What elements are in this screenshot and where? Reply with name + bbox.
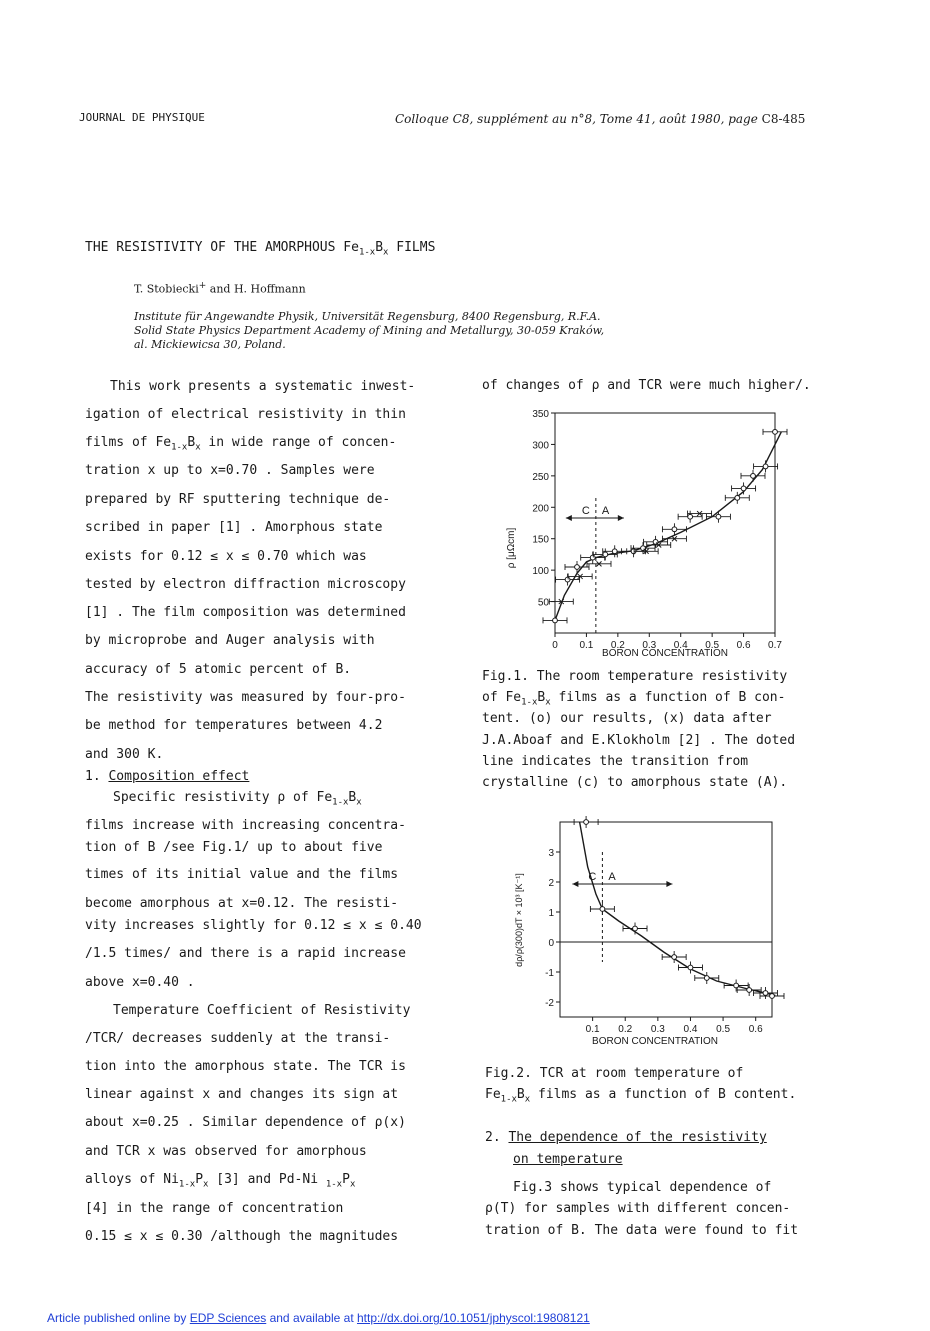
fig1-frame [555, 413, 775, 633]
footer-doi-link[interactable]: http://dx.doi.org/10.1051/jphyscol:19808121 [356, 1311, 590, 1325]
l29-s4: x [349, 1179, 356, 1190]
fig2-ytick-label-4: -1 [545, 968, 554, 979]
fig1-ytick-label-4: 250 [532, 471, 549, 483]
title-post: FILMS [388, 240, 436, 255]
left-line-30 [85, 1201, 343, 1216]
left-line-29 [85, 1172, 355, 1190]
left-line-12: The resistivity was measured by four-pro- [85, 690, 406, 705]
fig2-x-label: BORON CONCENTRATION [592, 1036, 718, 1047]
fig1-caption-5: line indicates the transition from [482, 754, 749, 769]
l3-s1: 1-x [171, 442, 188, 453]
l29-s2: x [203, 1179, 209, 1190]
fig2-y-label: dρ/ρ(300)dT × 10³ [K⁻¹] [514, 873, 524, 967]
fig1-point-1-5 [662, 536, 686, 542]
fig2-cap2-a: Fe [485, 1087, 501, 1102]
fig1-arrow-left [566, 515, 572, 521]
fig1-ytick-label-2: 150 [532, 534, 549, 546]
fig2-ytick-label-2: 1 [548, 908, 554, 919]
fig2-ytick-label-0: 3 [548, 848, 554, 859]
fig2-cap2-s2: x [524, 1094, 531, 1105]
section-1-title: Composition effect [108, 769, 250, 784]
fig1-point-0-0 [543, 614, 567, 626]
fig1-cap2-s2: x [545, 697, 551, 708]
fig1-x-label: BORON CONCENTRATION [602, 648, 728, 659]
ref-3: [3] [216, 1172, 240, 1187]
fig2-caption-2 [485, 1087, 796, 1105]
l30-c: in the range of concentration [108, 1201, 344, 1216]
left-line-22: above x=0.40 . [85, 975, 195, 990]
section-2-title-2: on temperature [513, 1152, 623, 1167]
fig1-ytick-label-0: 50 [537, 597, 549, 609]
left-line-27: about x=0.25 . Similar dependence of ρ(x) [85, 1115, 406, 1130]
fig1-point-0-9 [662, 523, 686, 535]
l29-s1: 1-x [178, 1179, 196, 1190]
fig1-cap2-c: films as a function of B con- [550, 690, 786, 705]
l29-s3: 1-x [325, 1179, 343, 1190]
fig2-xtick-label-1: 0.2 [618, 1024, 633, 1035]
right-para-2: ρ(T) for samples with different concen- [485, 1201, 791, 1216]
fig1-xtick-label-0: 0 [552, 640, 558, 651]
fig2-region-arrows [572, 881, 672, 887]
section-1-heading [85, 769, 249, 784]
ref-1a: [1] [218, 520, 242, 535]
left-line-2: igation of electrical resistivity in thin [85, 407, 406, 422]
author-mark: + [198, 281, 207, 291]
fig1-y-ticks [532, 409, 555, 609]
fig1-cap4-a: J.A.Aboaf and E.Klokholm [482, 733, 678, 748]
fig1-points [543, 426, 787, 627]
title-sub1: 1-x [358, 247, 376, 258]
title-fe: Fe [343, 240, 359, 255]
fig1-xtick-label-5: 0.5 [705, 640, 720, 651]
affiliation-1: Institute für Angewandte Physik, Universität Regensburg, 8400 Regensburg, R.F.A. [134, 310, 601, 323]
fig2-points [574, 816, 784, 1002]
left-line-11: accuracy of 5 atomic percent of B. [85, 662, 352, 677]
right-para-3: tration of B. The data were found to fit [485, 1223, 799, 1238]
l29-d: P [342, 1172, 350, 1187]
l15-a: Specific resistivity ρ of Fe [113, 790, 333, 805]
l6-c: . Amorphous state [241, 520, 383, 535]
fig2-ytick-label-1: 2 [548, 878, 554, 889]
left-line-21: /1.5 times/ and there is a rapid increase [85, 946, 406, 961]
footer-text-b: and available at [266, 1311, 357, 1325]
fig2-ytick-label-3: 0 [548, 938, 554, 949]
fig1-xtick-label-7: 0.7 [768, 640, 782, 651]
fig2-arrow-left [572, 881, 578, 887]
left-line-9 [85, 605, 406, 620]
l6-a: scribed in paper [85, 520, 219, 535]
l3-s2: x [195, 442, 201, 453]
fig1-caption-6: crystalline (c) to amorphous state (A). [482, 775, 788, 790]
right-line-1: of changes of ρ and TCR were much higher/. [482, 378, 811, 393]
l15-b: B [348, 790, 357, 805]
left-line-18: times of its initial value and the films [85, 867, 399, 882]
left-line-16: films increase with increasing concentra- [85, 818, 406, 833]
l15-s1: 1-x [332, 797, 349, 808]
left-line-23: Temperature Coefficient of Resistivity [113, 1003, 411, 1018]
left-line-20: vity increases slightly for 0.12 ≤ x ≤ 0.40 [85, 918, 422, 933]
fig1-xtick-label-4: 0.4 [673, 640, 688, 651]
fig1-ytick-label-3: 200 [532, 503, 549, 515]
footer-text-a: Article published online by [47, 1311, 190, 1325]
ref-2: [2] [677, 733, 702, 748]
title-text: THE RESISTIVITY OF THE AMORPHOUS [85, 240, 344, 255]
fig2-cap2-s1: 1-x [500, 1094, 517, 1105]
fig1-caption-4 [482, 733, 795, 748]
left-line-5: prepared by RF sputtering technique de- [85, 492, 391, 507]
footer [47, 1311, 590, 1325]
fig1-point-1-2 [587, 561, 611, 567]
fig2-xtick-label-2: 0.3 [650, 1024, 665, 1035]
fig1-caption-1: Fig.1. The room temperature resistivity [482, 669, 788, 684]
left-line-13: be method for temperatures between 4.2 [85, 718, 383, 733]
fig1-point-0-11 [706, 511, 730, 523]
left-line-26: linear against x and changes its sign at [85, 1087, 399, 1102]
fig1-cap2-s1: 1-x [521, 697, 538, 708]
fig1-point-0-15 [754, 460, 778, 472]
fig1-xtick-label-6: 0.6 [736, 640, 751, 651]
fig2-arrow-right [666, 881, 672, 887]
fig1-region-a: A [601, 505, 610, 517]
right-para-1: Fig.3 shows typical dependence of [513, 1180, 772, 1195]
left-line-14: and 300 K. [85, 747, 164, 762]
left-line-6 [85, 520, 382, 535]
l3-b: B [187, 435, 196, 450]
l15-s2: x [356, 797, 362, 808]
l29-c: and Pd-Ni [239, 1172, 326, 1187]
left-line-24: /TCR/ decreases suddenly at the transi- [85, 1031, 391, 1046]
figure-2-chart [500, 812, 790, 1052]
fig1-ytick-label-1: 100 [532, 566, 549, 578]
footer-edp-link[interactable]: EDP Sciences [189, 1311, 267, 1325]
fig2-xtick-label-4: 0.5 [716, 1024, 731, 1035]
page-number: C8-485 [761, 112, 806, 126]
fig2-cap2-b: B [516, 1087, 525, 1102]
ref-1b: [1] [85, 605, 109, 620]
fig1-xtick-label-1: 0.1 [579, 640, 594, 651]
fig2-point-0-2 [623, 923, 647, 935]
authors [134, 281, 306, 296]
left-line-10: by microprobe and Auger analysis with [85, 633, 375, 648]
fig1-curve [555, 432, 781, 621]
fig2-ytick-label-5: -2 [545, 998, 554, 1009]
journal-name: JOURNAL DE PHYSIQUE [79, 111, 205, 124]
fig2-point-0-0 [574, 816, 598, 828]
fig2-region-c: C [588, 871, 597, 883]
fig1-cap2-b: B [537, 690, 546, 705]
paper-title [85, 240, 435, 258]
fig2-point-0-5 [695, 972, 719, 984]
title-b: B [375, 240, 384, 255]
fig2-point-0-1 [590, 903, 614, 915]
left-line-3 [85, 435, 396, 453]
left-line-8: tested by electron diffraction microscopy [85, 577, 406, 592]
left-line-1: This work presents a systematic inwest- [110, 379, 416, 394]
left-line-7: exists for 0.12 ≤ x ≤ 0.70 which was [85, 549, 367, 564]
l29-b: P [195, 1172, 204, 1187]
section-2-number: 2. [485, 1130, 509, 1145]
fig1-cap2-a: of Fe [482, 690, 522, 705]
fig1-caption-3: tent. (o) our results, (x) data after [482, 711, 772, 726]
fig1-y-label: ρ [μΩcm] [506, 527, 517, 569]
left-line-31: 0.15 ≤ x ≤ 0.30 /although the magnitudes [85, 1229, 399, 1244]
section-2-title-1: The dependence of the resistivity [508, 1130, 767, 1145]
colloque-line [395, 112, 805, 126]
author-rest: and H. Hoffmann [206, 282, 306, 296]
fig1-caption-2 [482, 690, 785, 708]
ref-4: [4] [85, 1201, 109, 1216]
section-2-heading [485, 1130, 767, 1145]
fig2-y-ticks [545, 848, 560, 1009]
left-line-15 [113, 790, 362, 808]
fig1-point-1-1 [568, 573, 592, 579]
fig2-xtick-label-5: 0.6 [748, 1024, 763, 1035]
fig1-arrow-right [618, 515, 624, 521]
fig1-cap4-c: . The doted [701, 733, 796, 748]
fig2-region-a: A [608, 871, 616, 883]
fig1-xtick-label-2: 0.2 [610, 640, 625, 651]
l9-c: . The film composition was determined [108, 605, 406, 620]
left-line-28: and TCR x was observed for amorphous [85, 1144, 367, 1159]
fig1-ytick-label-6: 350 [532, 409, 549, 420]
l3-a: films of Fe [85, 435, 172, 450]
fig1-region-c: C [581, 505, 590, 517]
section-1-number: 1. [85, 769, 109, 784]
fig1-point-0-12 [725, 492, 749, 504]
colloque-text: Colloque C8, supplément au n°8, Tome 41, août 1980, page [395, 112, 758, 126]
fig1-point-0-13 [732, 482, 756, 494]
left-line-4: tration x up to x=0.70 . Samples were [85, 463, 375, 478]
fig1-point-0-16 [763, 426, 787, 438]
fig1-ytick-label-5: 300 [532, 440, 549, 452]
title-sub2: x [383, 247, 389, 258]
fig2-xtick-label-3: 0.4 [683, 1024, 698, 1035]
author-1: T. Stobiecki [134, 282, 199, 296]
fig2-x-ticks [586, 1017, 763, 1035]
affiliation-2: Solid State Physics Department Academy of Mining and Metallurgy, 30-059 Kraków, [134, 324, 605, 337]
l29-a: alloys of Ni [85, 1172, 179, 1187]
fig2-caption-1: Fig.2. TCR at room temperature of [485, 1066, 744, 1081]
fig1-region-arrows [566, 515, 624, 521]
fig2-cap2-c: films as a function of B content. [530, 1087, 797, 1102]
affiliation-3: al. Mickiewicsa 30, Poland. [134, 338, 286, 351]
l3-c: in wide range of concen- [200, 435, 397, 450]
figure-1-chart [490, 398, 810, 668]
fig1-xtick-label-3: 0.3 [642, 640, 657, 651]
fig2-xtick-label-0: 0.1 [585, 1024, 600, 1035]
left-line-17: tion of B /see Fig.1/ up to about five [85, 840, 383, 855]
left-line-25: tion into the amorphous state. The TCR is [85, 1059, 406, 1074]
left-line-19: become amorphous at x=0.12. The resisti- [85, 896, 399, 911]
